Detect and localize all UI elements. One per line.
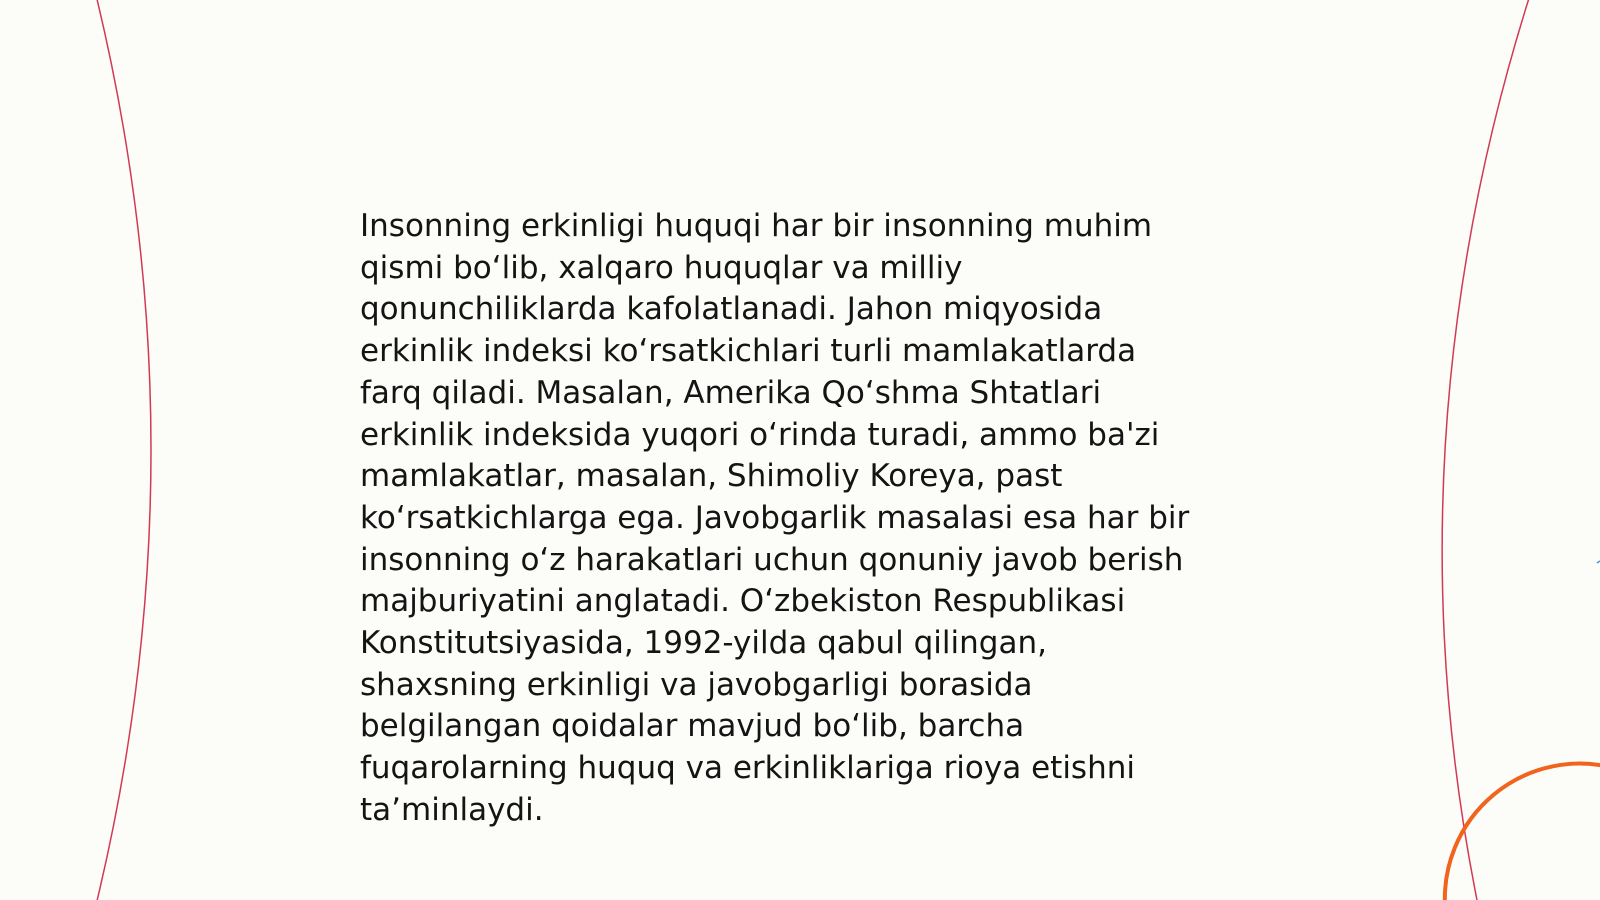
right-curve-line [1442, 0, 1530, 900]
left-curve-line [96, 0, 151, 900]
bottom-right-accent-arc [1445, 764, 1600, 900]
slide-body-text: Insonning erkinligi huquqi har bir insonning muhim qismi bo‘lib, xalqaro huquqlar va milliy qonunchiliklarda kafolatlanadi. Jahon miqyosida erkinlik indeksi ko‘rsatkichlari turli mamlakatlarda farq qiladi. Masalan, Amerika Qo‘shma Shtatlari erkinlik indeksida yuqori o‘rinda turadi, ammo ba'zi mamlakatlar, masalan, Shimoliy Koreya, past ko‘rsatkichlarga ega. Javobgarlik masalasi esa har bir insonning o‘z harakatlari uchun qonuniy javob berish majburiyatini anglatadi. O‘zbekiston Respublikasi Konstitutsiyasida, 1992-yilda qabul qilingan, shaxsning erkinligi va javobgarligi borasida belgilangan qoidalar mavjud bo‘lib, barcha fuqarolarning huquq va erkinliklariga rioya etishni ta’minlaydi. [360, 208, 1190, 828]
